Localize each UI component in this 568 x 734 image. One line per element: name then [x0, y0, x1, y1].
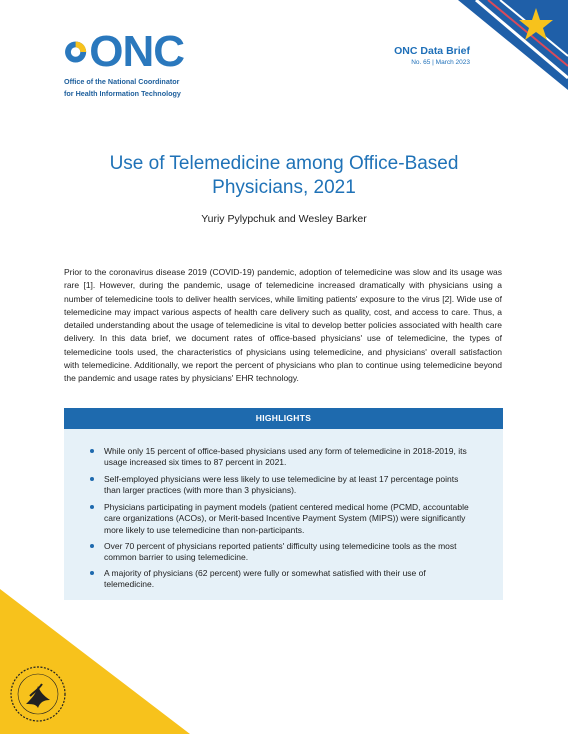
bullet-icon — [90, 449, 94, 453]
hhs-seal-icon — [8, 664, 68, 724]
highlights-box — [64, 408, 503, 600]
highlight-text: While only 15 percent of office-based physicians used any form of telemedicine in 2018-2019, its usage increased six times to 87 percent in 2021. — [104, 446, 467, 468]
page-title — [0, 152, 568, 200]
data-brief-label — [394, 45, 470, 66]
highlights-heading: HIGHLIGHTS — [64, 408, 503, 429]
logo-subtitle-line1: Office of the National Coordinator — [64, 77, 180, 86]
brief-number: No. 65 | March 2023 — [411, 59, 470, 66]
title-line2: Physicians, 2021 — [212, 177, 356, 198]
bullet-icon — [90, 505, 94, 509]
intro-paragraph: Prior to the coronavirus disease 2019 (COVID-19) pandemic, adoption of telemedicine was slow and its usage was rare [1]. However, during the pandemic, usage of telemedicine increased dramatically with physicians using a number of telemedicine tools to deliver health services, while limiting patients' exposure to the virus [2]. Wide use of telemedicine may impact various aspects of health care delivery such as quality, cost, and access to care. Thus, a detailed understanding about the usage of telemedicine is vital to develop better policies associated with health care delivery. In this data brief, we document rates of office-based physicians' use of telemedicine, the types of telemedicine tools used, the characteristics of physicians using telemedicine, and physicians' overall satisfaction with telemedicine. Additionally, we report the percent of physicians who plan to continue using telemedicine beyond the pandemic and usage rates by physicians' EHR technology. — [64, 267, 502, 384]
authors: Yuriy Pylypchuk and Wesley Barker — [201, 213, 367, 225]
list-item — [104, 446, 476, 469]
bullet-icon — [90, 544, 94, 548]
list-item — [104, 502, 476, 536]
onc-logo-icon — [64, 30, 87, 74]
list-item — [104, 474, 476, 497]
highlight-text: A majority of physicians (62 percent) were fully or somewhat satisfied with their use of telemedicine. — [104, 568, 426, 590]
list-item — [104, 541, 476, 564]
brief-title: ONC Data Brief — [394, 45, 470, 57]
onc-logo — [64, 27, 184, 98]
star-flag-icon — [458, 0, 568, 90]
logo-text: ONC — [89, 27, 184, 76]
logo-subtitle-line2: for Health Information Technology — [64, 89, 181, 98]
bullet-icon — [90, 571, 94, 575]
highlight-text: Self-employed physicians were less likely to use telemedicine by at least 17 percentage points than larger practices (with more than 3 physicians). — [104, 474, 459, 496]
highlight-text: Over 70 percent of physicians reported patients' difficulty using telemedicine tools as the most common barrier to using telemedicine. — [104, 541, 457, 563]
list-item — [104, 568, 476, 591]
highlight-text: Physicians participating in payment models (patient centered medical home (PCMD, accountable care organizations (ACOs), or Merit-based Incentive Payment System (MIPS)) were significantly more likely to use telemedicine than non-participants. — [104, 502, 469, 535]
title-line1: Use of Telemedicine among Office-Based — [109, 153, 459, 174]
bullet-icon — [90, 477, 94, 481]
